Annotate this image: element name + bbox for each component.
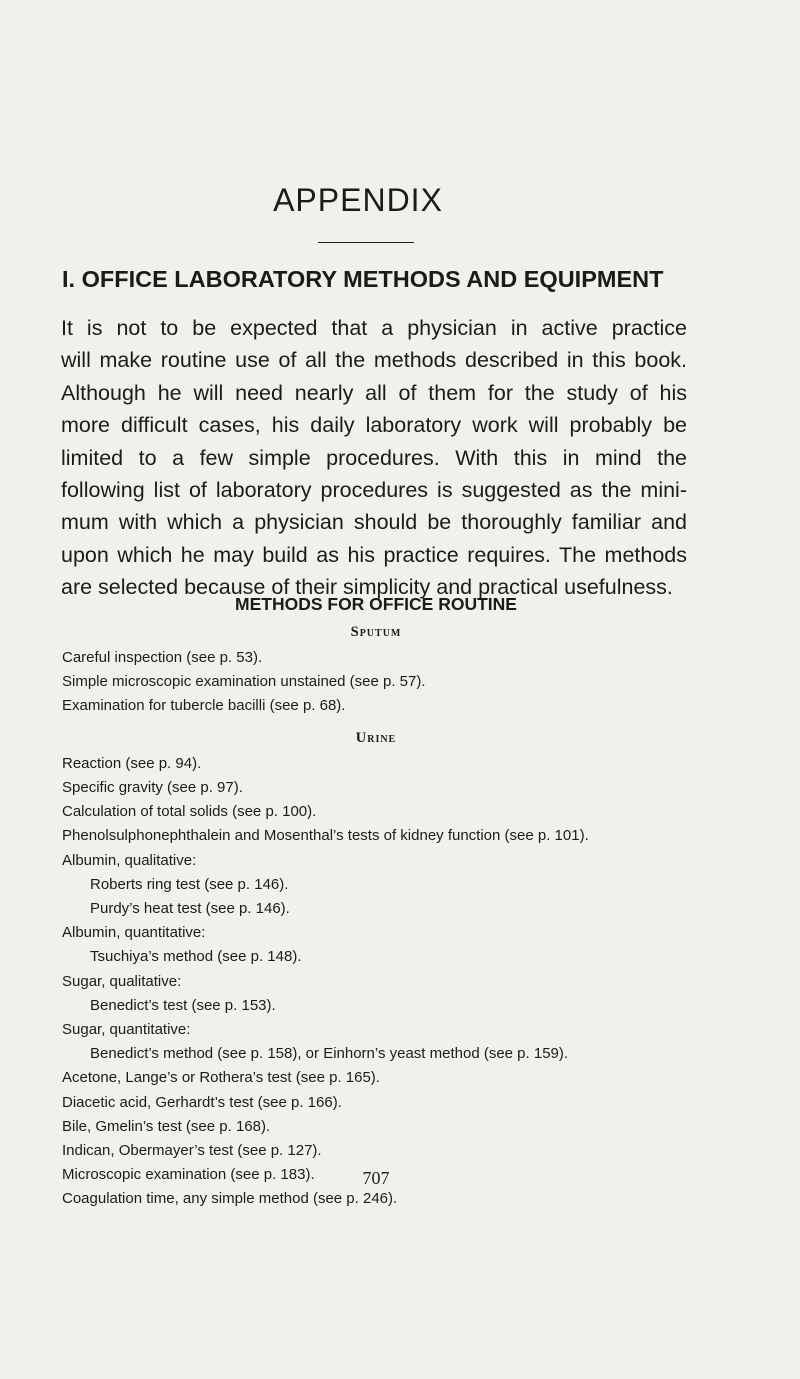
list-item: Albumin, qualitative: xyxy=(62,851,197,869)
urine-list xyxy=(62,752,692,1212)
list-item: Simple microscopic examination unstained (see p. 57). xyxy=(62,673,426,691)
page-number: 707 xyxy=(362,1168,390,1188)
list-item: Acetone, Lange’s or Rothera’s test (see p. 165). xyxy=(62,1069,380,1087)
list-item: Coagulation time, any simple method (see p. 246). xyxy=(62,1190,398,1208)
intro-line: following list of laboratory procedures is suggested as the mini- xyxy=(61,478,687,503)
intro-paragraph xyxy=(61,312,687,604)
intro-line: will make routine use of all the methods described in this book. xyxy=(61,348,687,373)
title-divider xyxy=(318,242,414,243)
sputum-heading: Sputum xyxy=(350,624,402,640)
list-subitem: Tsuchiya’s method (see p. 148). xyxy=(90,948,302,966)
list-item: Indican, Obermayer’s test (see p. 127). xyxy=(62,1142,322,1160)
list-item: Examination for tubercle bacilli (see p. 68). xyxy=(62,697,346,715)
list-subitem: Benedict’s method (see p. 158), or Einhorn’s yeast method (see p. 159). xyxy=(90,1045,569,1063)
list-subitem: Roberts ring test (see p. 146). xyxy=(90,875,289,893)
list-item: Calculation of total solids (see p. 100). xyxy=(62,803,317,821)
list-item: Reaction (see p. 94). xyxy=(62,755,202,772)
intro-line: limited to a few simple procedures. With this in mind the xyxy=(61,445,687,470)
section-heading: I. OFFICE LABORATORY METHODS AND EQUIPMENT xyxy=(62,266,664,292)
intro-line: upon which he may build as his practice requires. The methods xyxy=(61,542,687,567)
list-subitem: Benedict’s test (see p. 153). xyxy=(90,996,276,1014)
list-item: Phenolsulphonephthalein and Mosenthal’s tests of kidney function (see p. 101). xyxy=(62,826,589,844)
list-item: Diacetic acid, Gerhardt’s test (see p. 166). xyxy=(62,1093,342,1111)
list-item: Albumin, quantitative: xyxy=(62,924,206,942)
list-item: Specific gravity (see p. 97). xyxy=(62,779,243,797)
sputum-list xyxy=(62,646,692,719)
list-item: Sugar, quantitative: xyxy=(62,1021,191,1039)
intro-line: It is not to be expected that a physician in active practice xyxy=(61,316,687,340)
list-item: Careful inspection (see p. 53). xyxy=(62,649,263,666)
list-item: Sugar, qualitative: xyxy=(62,972,182,990)
appendix-title: APPENDIX xyxy=(273,182,443,218)
list-subitem: Purdy’s heat test (see p. 146). xyxy=(90,900,290,918)
intro-line: are selected because of their simplicity and practical usefulness. xyxy=(61,575,673,600)
urine-heading: Urine xyxy=(355,730,397,746)
intro-line: mum with which a physician should be thoroughly familiar and xyxy=(61,510,687,535)
list-item: Bile, Gmelin’s test (see p. 168). xyxy=(62,1117,271,1135)
intro-line: more difficult cases, his daily laboratory work will probably be xyxy=(61,413,687,438)
list-item: Microscopic examination (see p. 183). xyxy=(62,1166,315,1184)
intro-line: Although he will need nearly all of them for the study of his xyxy=(61,380,687,405)
methods-heading: METHODS FOR OFFICE ROUTINE xyxy=(235,594,517,614)
